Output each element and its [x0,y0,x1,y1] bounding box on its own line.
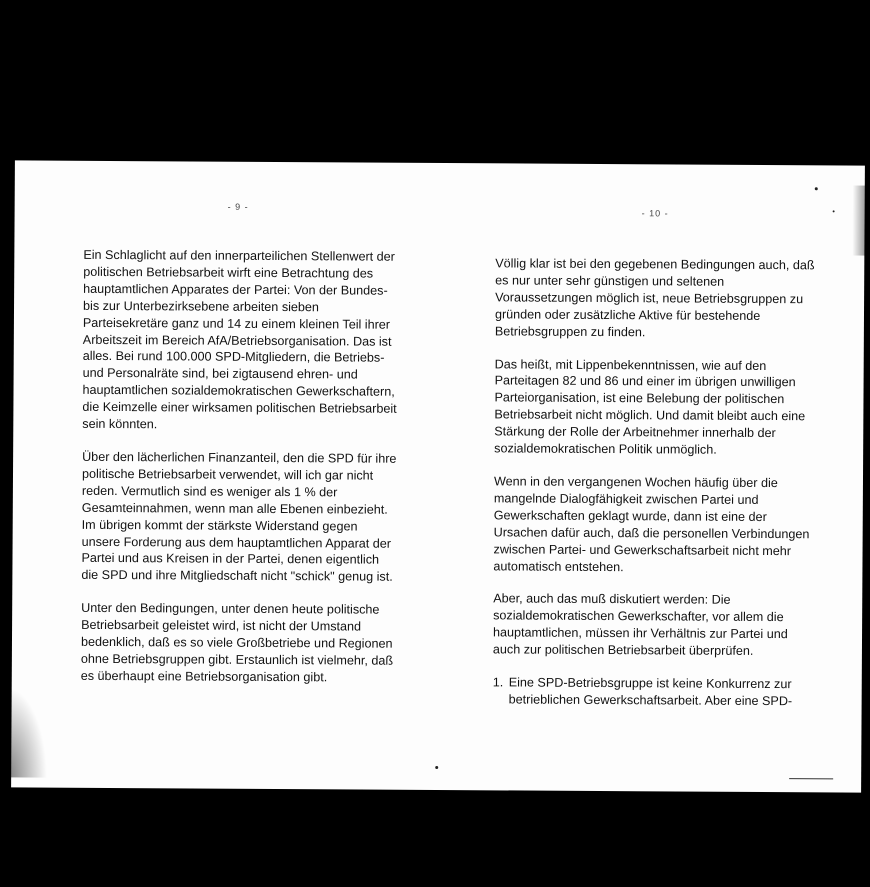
left-page-column [81,247,399,703]
scan-shadow [7,687,48,777]
paragraph: Aber, auch das muß diskutiert werden: Die sozialdemokratischen Gewerkschafter, vor allem die hauptamtlichen, müssen ihr Verhältnis zur Partei und auch zur politischen Betriebsarbeit überprüfen. [492,591,788,659]
scan-speck [833,210,835,212]
scanned-sheet [11,160,865,792]
paragraph: Das heißt, mit Lippenbekenntnissen, wie auf den Parteitagen 82 und 86 und einer im übrigen unwilligen Parteiorganisation, ist eine Belebung der politischen Betriebsarbeit nicht möglich. Und damit bleibt auch eine Stärkung der Rolle der Arbeitnehmer innerhalb der sozialdemokratischen Politik unmöglich. [494,356,806,457]
scan-speck [435,766,438,769]
list-number: 1. [492,675,504,690]
scan-speck [815,187,818,190]
list-text: Eine SPD-Betriebsgruppe ist keine Konkurrenz zur betrieblichen Gewerkschaftsarbeit. Aber eine SPD- [508,675,793,709]
paragraph: Unter den Bedingungen, unter denen heute politische Betriebsarbeit geleistet wird, ist nicht der Umstand bedenklich, daß es so viele Großbetriebe und Regionen ohne Betriebsgruppen gibt. Erstaunlich ist vielmehr, daß es überhaupt eine Betriebsorganisation gibt. [80,601,394,685]
numbered-list-item [493,674,813,710]
paragraph: Ein Schlaglicht auf den innerparteilichen Stellenwert der politischen Betriebsarbeit wirft eine Betrachtung des hauptamtlichen Apparates der Partei: Von der Bundes- bis zur Unterbezirksebene arbeiten sieben Parteisekretäre ganz und 14 zu einem kleinen Teil ihrer Arbeitszeit im Bereich AfA/Betriebsorganisation. Das ist alles. Bei rund 100.000 SPD-Mitgliedern, die Betriebs- und Personalräte sind, bei zigtausend ehren- und hauptamtlichen sozialdemokratischen Gewerkschaftern, die Keimzelle einer wirksamen politischen Betriebsarbeit sein könnten. [82,247,397,432]
paragraph: Wenn in den vergangenen Wochen häufig über die mangelnde Dialogfähigkeit zwischen Partei und Gewerkschaften geklagt wurde, dann ist eine der Ursachen dafür auch, daß die personellen Verbindungen zwischen Partei- und Gewerkschaftsarbeit nicht mehr automatisch entstehen. [493,474,810,574]
left-page-number: - 9 - [227,201,249,212]
paragraph: Über den lächerlichen Finanzanteil, den die SPD für ihre politische Betriebsarbeit verwendet, will ich gar nicht reden. Vermutlich sind es weniger als 1 % der Gesamteinnahmen, wenn man alle Ebenen einbezieht. Im übrigen kommt der stärkste Widerstand gegen unsere Forderung aus dem hauptamtlichen Apparat der Partei und aus Kreisen in der Partei, denen eigentlich die SPD und ihre Mitgliedschaft nicht "schick" genug ist. [81,449,397,585]
scan-shadow [852,186,870,256]
paragraph: Völlig klar ist bei den gegebenen Bedingungen auch, daß es nur unter sehr günstigen und seltenen Voraussetzungen möglich ist, neue Betriebsgruppen zu gründen oder zusätzliche Aktive für bestehende Betriebsgruppen zu finden. [494,256,815,339]
right-page-number: - 10 - [641,208,669,219]
divider [789,778,833,779]
right-page-column [493,255,816,710]
